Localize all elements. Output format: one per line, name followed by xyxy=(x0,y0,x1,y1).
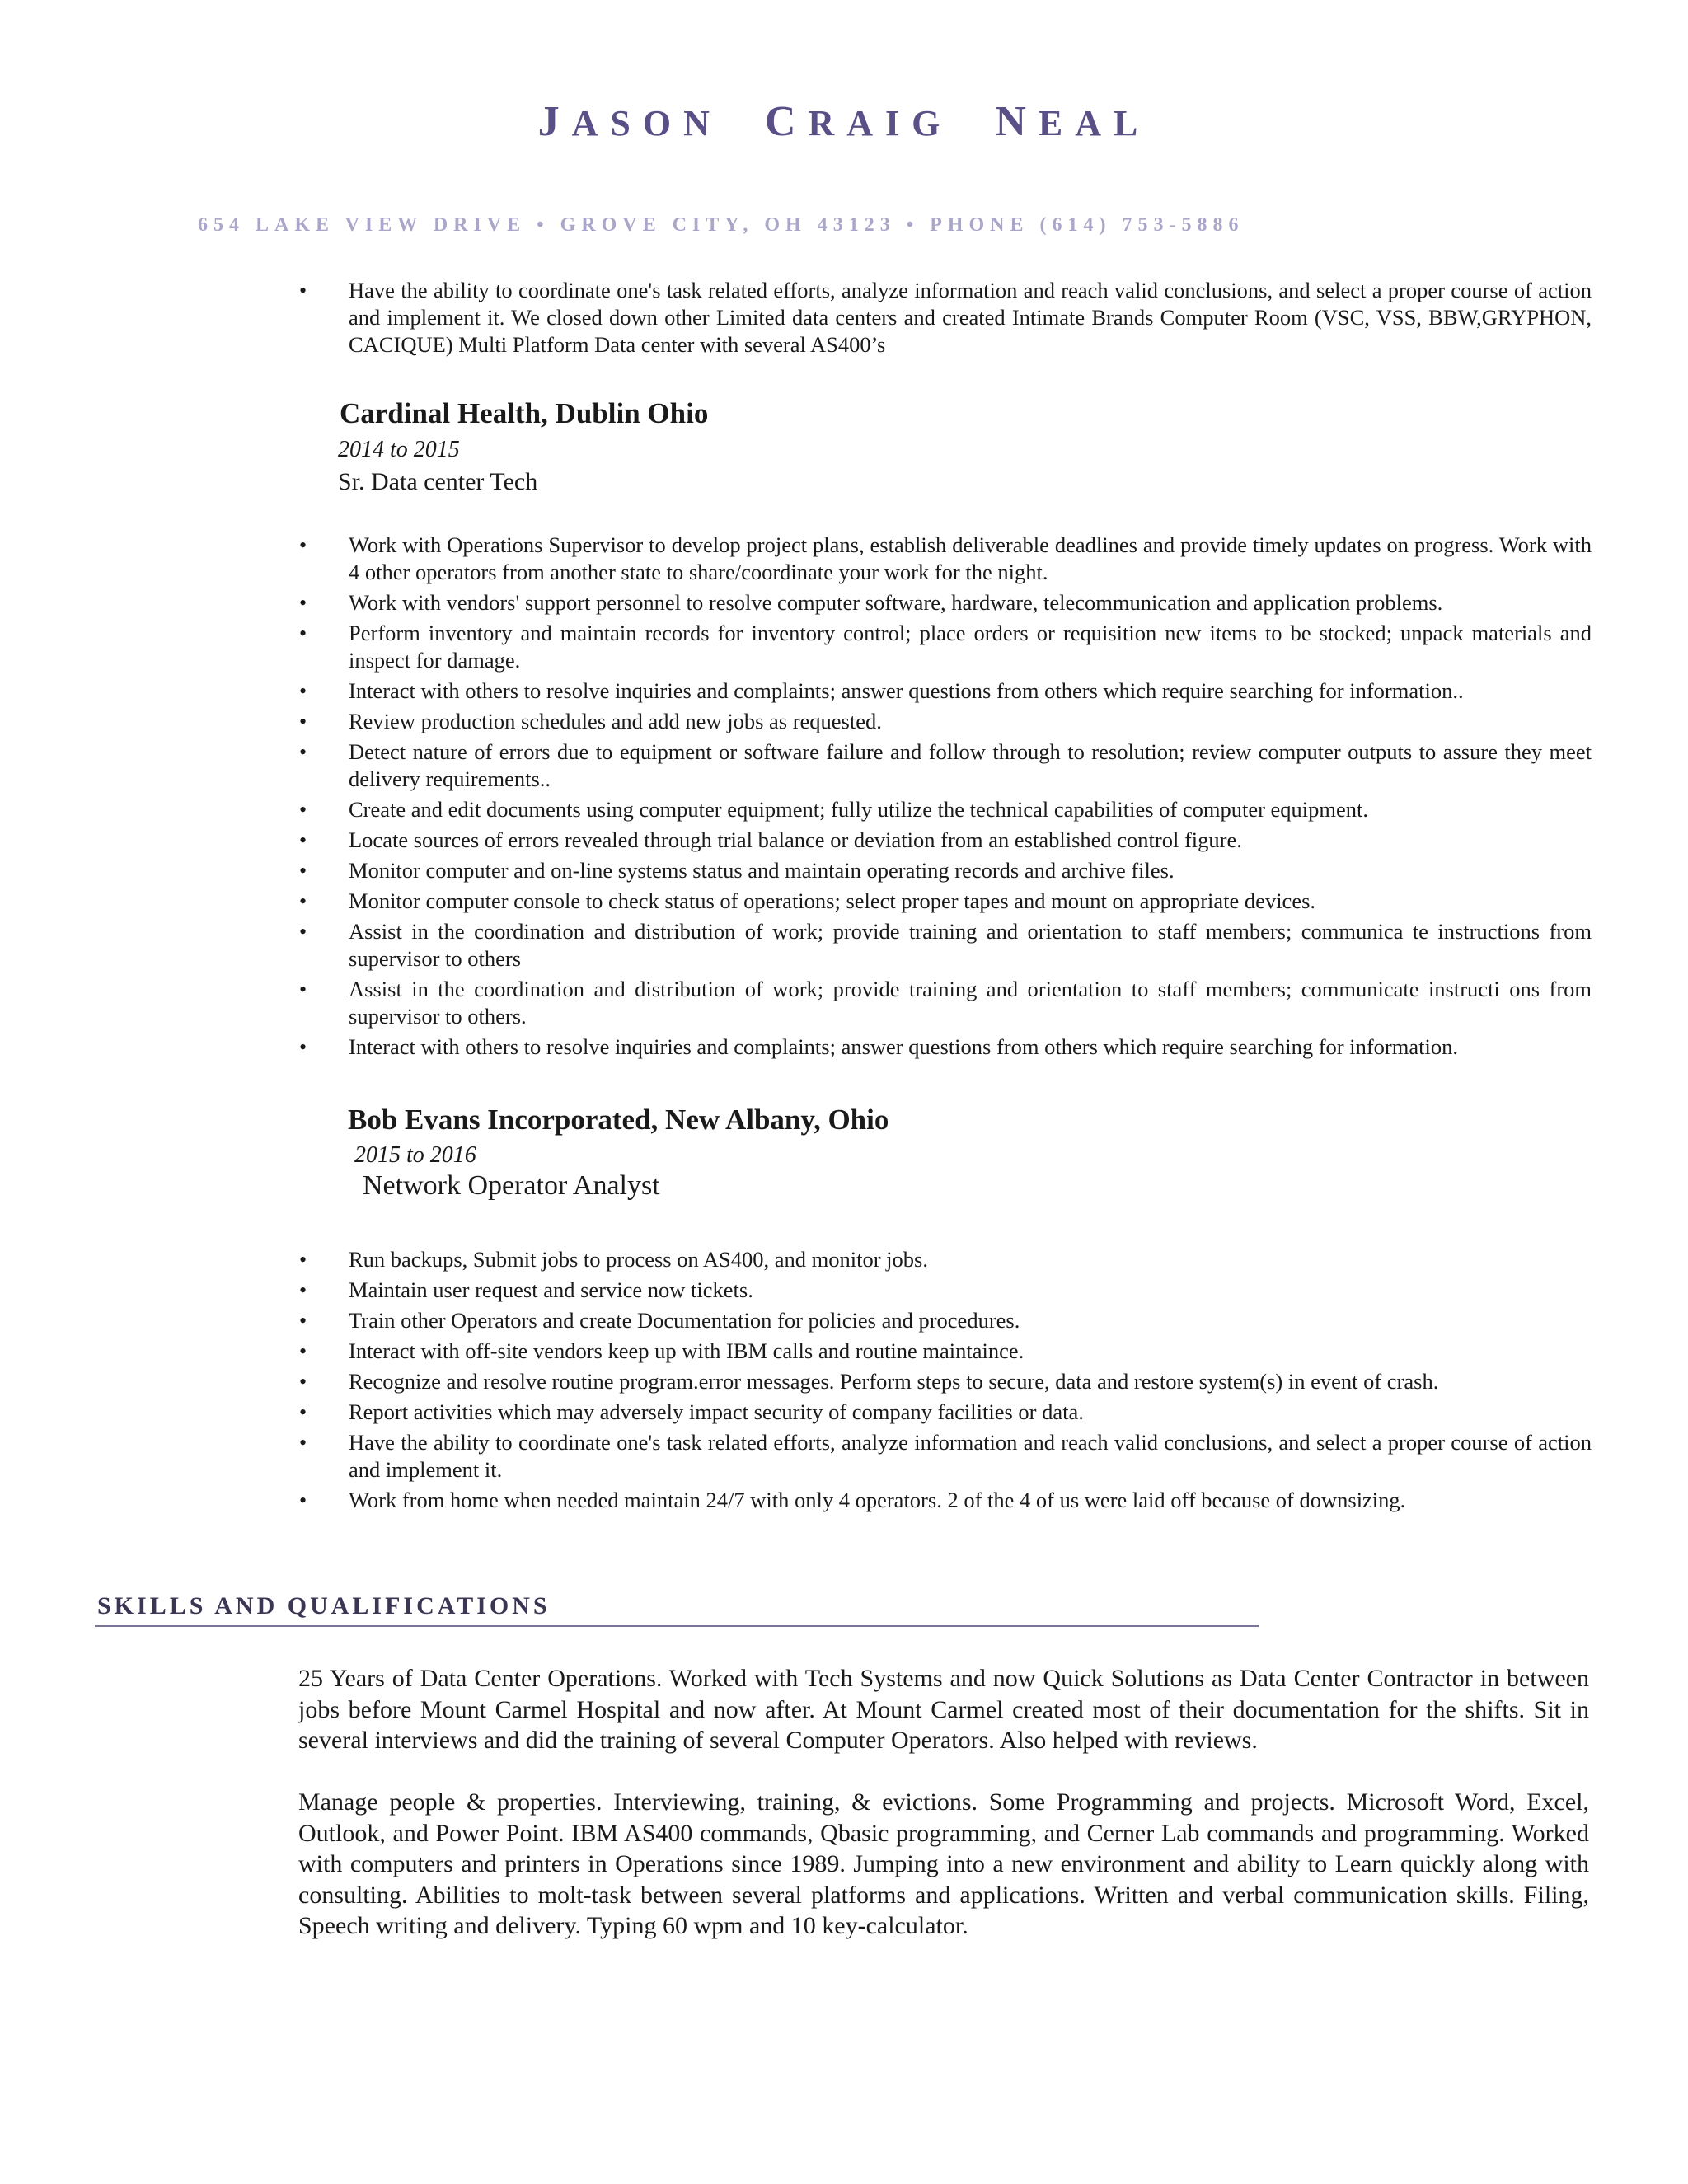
list-item: • Assist in the coordination and distribution of work; provide training and orientation to staff members; communica te instructions from supervisor to others xyxy=(299,919,1592,971)
name-first: ASON xyxy=(571,103,722,143)
list-item: • Monitor computer and on-line systems status and maintain operating records and archive files. xyxy=(299,858,1175,883)
bullet-icon: • xyxy=(299,710,307,733)
job-role: Network Operator Analyst xyxy=(363,1170,660,1201)
bullet-icon: • xyxy=(299,977,307,1001)
job-company: Bob Evans Incorporated, New Albany, Ohio xyxy=(348,1104,889,1136)
job-company: Cardinal Health, Dublin Ohio xyxy=(340,397,709,429)
bullet-icon: • xyxy=(299,279,307,302)
list-item: • Locate sources of errors revealed through trial balance or deviation from an established control figure. xyxy=(299,827,1242,852)
contact-line: 654 LAKE VIEW DRIVE • GROVE CITY, OH 43123 • PHONE (614) 753-5886 xyxy=(198,214,1245,236)
bullet-icon: • xyxy=(299,533,307,557)
list-item: • Work with Operations Supervisor to develop project plans, establish deliverable deadlines and provide timely updates on progress. Work with 4 other operators from another state to share/coordinate your work for the night. xyxy=(299,532,1592,584)
bullet-icon: • xyxy=(299,889,307,913)
name-initial-middle: C xyxy=(764,98,809,145)
bullet-icon: • xyxy=(299,1278,307,1302)
bullet-icon: • xyxy=(299,798,307,822)
bullet-icon: • xyxy=(299,740,307,764)
bullet-icon: • xyxy=(299,1309,307,1333)
list-item: • Interact with others to resolve inquiries and complaints; answer questions from others which require searching for information.. xyxy=(299,678,1464,703)
section-divider xyxy=(95,1625,1259,1627)
bullet-icon: • xyxy=(299,1488,307,1512)
skills-paragraph: Manage people & properties. Interviewing, training, & evictions. Some Programming and projects. Microsoft Word, Excel, Outlook, and Power Point. IBM AS400 commands, Qbasic programming, and Cerner Lab commands and programming. Worked with computers and printers in Operations since 1989. Jumping into a new environment and ability to Learn quickly along with consulting. Abilities to molt-task between several platforms and applications. Written and verbal communication skills. Filing, Speech writing and delivery. Typing 60 wpm and 10 key-calculator. xyxy=(298,1788,1589,1939)
bullet-icon: • xyxy=(299,621,307,645)
list-item: • Review production schedules and add new jobs as requested. xyxy=(299,709,882,733)
list-item: • Interact with others to resolve inquiries and complaints; answer questions from others which require searching for information. xyxy=(299,1034,1458,1059)
list-item: • Recognize and resolve routine program.error messages. Perform steps to secure, data and restore system(s) in event of crash. xyxy=(299,1369,1439,1394)
name-initial-first: J xyxy=(537,98,572,145)
list-item: • Have the ability to coordinate one's task related efforts, analyze information and reach valid conclusions, and select a proper course of action and implement it. We closed down other Limited data centers and created Intimate Brands Computer Room (VSC, VSS, BBW,GRYPHON, CACIQUE) Multi Platform Data center with several AS400’s xyxy=(299,278,1592,357)
job-years: 2015 to 2016 xyxy=(354,1142,476,1168)
list-item: • Run backups, Submit jobs to process on AS400, and monitor jobs. xyxy=(299,1247,928,1272)
list-item: • Have the ability to coordinate one's task related efforts, analyze information and reach valid conclusions, and select a proper course of action and implement it. xyxy=(299,1430,1592,1482)
resume-name xyxy=(0,97,1688,146)
list-item: • Perform inventory and maintain records for inventory control; place orders or requisition new items to be stocked; unpack materials and inspect for damage. xyxy=(299,621,1592,673)
job-bullet-list xyxy=(293,1246,1592,1517)
skills-paragraph: 25 Years of Data Center Operations. Worked with Tech Systems and now Quick Solutions as Data Center Contractor in between jobs before Mount Carmel Hospital and now after. At Mount Carmel created most of their documentation for the shifts. Sit in several interviews and did the training of several Computer Operators. Also helped with reviews. xyxy=(298,1665,1589,1754)
list-item: • Work with vendors' support personnel to resolve computer software, hardware, telecommunication and application problems. xyxy=(299,590,1443,615)
job-years: 2014 to 2015 xyxy=(338,437,460,462)
bullet-icon: • xyxy=(299,1339,307,1363)
name-middle: RAIG xyxy=(808,103,953,143)
name-last: EAL xyxy=(1038,103,1151,143)
list-item: • Work from home when needed maintain 24/7 with only 4 operators. 2 of the 4 of us were laid off because of downsizing. xyxy=(299,1488,1406,1512)
list-item: • Maintain user request and service now tickets. xyxy=(299,1277,753,1302)
top-bullet-list xyxy=(293,277,1592,362)
bullet-icon: • xyxy=(299,679,307,703)
bullet-icon: • xyxy=(299,591,307,615)
bullet-icon: • xyxy=(299,1370,307,1394)
bullet-icon: • xyxy=(299,920,307,944)
bullet-icon: • xyxy=(299,1431,307,1455)
section-heading-skills: SKILLS AND QUALIFICATIONS xyxy=(97,1592,551,1619)
list-item: • Train other Operators and create Documentation for policies and procedures. xyxy=(299,1308,1020,1333)
list-item: • Detect nature of errors due to equipment or software failure and follow through to resolution; review computer outputs to assure they meet delivery requirements.. xyxy=(299,739,1592,791)
job-bullet-list xyxy=(293,532,1592,1064)
job-role: Sr. Data center Tech xyxy=(338,468,538,495)
bullet-icon: • xyxy=(299,1035,307,1059)
bullet-icon: • xyxy=(299,1400,307,1424)
list-item: • Report activities which may adversely impact security of company facilities or data. xyxy=(299,1399,1084,1424)
list-item: • Monitor computer console to check status of operations; select proper tapes and mount on appropriate devices. xyxy=(299,888,1316,913)
list-item: • Create and edit documents using computer equipment; fully utilize the technical capabilities of computer equipment. xyxy=(299,797,1369,822)
bullet-icon: • xyxy=(299,828,307,852)
name-initial-last: N xyxy=(995,98,1039,145)
list-item: • Interact with off-site vendors keep up with IBM calls and routine maintaince. xyxy=(299,1338,1025,1363)
bullet-icon: • xyxy=(299,859,307,883)
bullet-icon: • xyxy=(299,1248,307,1272)
list-item: • Assist in the coordination and distribution of work; provide training and orientation to staff members; communicate instructi ons from supervisor to others. xyxy=(299,977,1592,1029)
